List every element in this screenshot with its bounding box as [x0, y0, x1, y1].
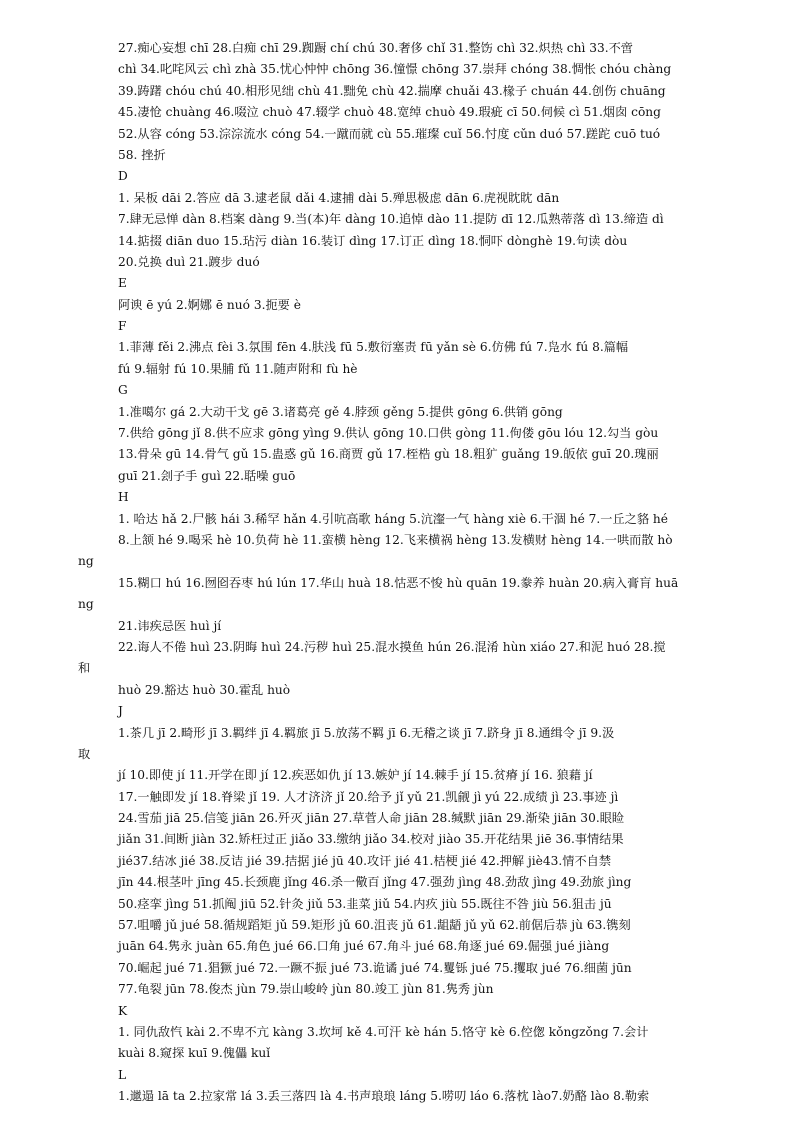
text-line: F — [118, 319, 127, 334]
text-line: 1. 同仇敌忾 kài 2.不卑不亢 kàng 3.坎坷 kě 4.可汗 kè hán 5.恪守 kè 6.倥偬 kǒngzǒng 7.会计 — [118, 1024, 649, 1039]
text-line-continuation: 取 — [78, 746, 91, 761]
text-line: D — [118, 169, 128, 184]
text-line: kuài 8.窥探 kuī 9.傀儡 kuǐ — [118, 1046, 271, 1061]
text-line: 7.供给 gōng jǐ 8.供不应求 gōng yìng 9.供认 gōng 10.口供 gòng 11.佝偻 gōu lóu 12.勾当 gòu — [118, 426, 659, 441]
text-line: J — [118, 704, 123, 719]
text-line: 1. 呆板 dāi 2.答应 dā 3.逮老鼠 dǎi 4.逮捕 dài 5.殚思极虑 dān 6.虎视眈眈 dān — [118, 190, 560, 205]
text-line: 1.邋遢 lā ta 2.拉家常 lá 3.丢三落四 là 4.书声琅琅 láng 5.唠叨 láo 6.落枕 lào7.奶酪 lào 8.勒索 — [118, 1089, 650, 1104]
text-line: 8.上颔 hé 9.喝采 hè 10.负荷 hè 11.蛮横 hèng 12.飞来横祸 hèng 13.发横财 hèng 14.一哄而散 hò — [118, 532, 673, 547]
text-line: 1.茶几 jī 2.畸形 jī 3.羁绊 jī 4.羁旅 jī 5.放荡不羁 jī 6.无稽之谈 jī 7.跻身 jī 8.通缉令 jī 9.汲 — [118, 725, 615, 740]
text-line: K — [118, 1003, 128, 1018]
text-line: L — [118, 1067, 127, 1082]
text-line: 1. 哈达 hǎ 2.尸骸 hái 3.稀罕 hǎn 4.引吭高歌 háng 5.沆瀣一气 hàng xiè 6.干涸 hé 7.一丘之貉 hé — [118, 511, 668, 526]
text-line: jié37.结冰 jié 38.反诘 jié 39.拮据 jié jū 40.攻讦 jié 41.桔梗 jié 42.押解 jiè43.情不自禁 — [118, 853, 612, 868]
text-line: G — [118, 383, 128, 398]
text-line: 70.崛起 jué 71.猖獗 jué 72.一蹶不振 jué 73.诡谲 jué 74.矍铄 jué 75.攫取 jué 76.细菌 jūn — [118, 960, 632, 975]
text-line: 27.痴心妄想 chī 28.白痴 chī 29.踟蹰 chí chú 30.奢侈 chǐ 31.整饬 chì 32.炽热 chì 33.不啻 — [118, 41, 633, 55]
text-line: 45.凄怆 chuàng 46.啜泣 chuò 47.辍学 chuò 48.宽绰 chuò 49.瑕疵 cī 50.伺候 cì 51.烟囱 cōng — [118, 105, 661, 120]
text-line: jí 10.即使 jí 11.开学在即 jí 12.疾恶如仇 jí 13.嫉妒 jí 14.棘手 jí 15.贫瘠 jí 16. 狼藉 jí — [118, 768, 593, 783]
text-line: E — [118, 276, 127, 291]
text-line: 7.肆无忌惮 dàn 8.档案 dàng 9.当(本)年 dàng 10.追悼 dào 11.提防 dī 12.瓜熟蒂落 dì 13.缔造 dì — [118, 212, 664, 227]
text-line: 57.咀嚼 jǔ jué 58.循规蹈矩 jǔ 59.矩形 jǔ 60.沮丧 jǔ 61.龃龉 jǔ yǔ 62.前倨后恭 jù 63.镌刻 — [118, 918, 631, 933]
text-line: 20.兑换 duì 21.踱步 duó — [118, 254, 260, 269]
text-line: 1.准噶尔 gá 2.大动干戈 gē 3.诸葛亮 gě 4.脖颈 gěng 5.提供 gōng 6.供销 gōng — [118, 404, 563, 419]
text-line: juān 64.隽永 juàn 65.角色 jué 66.口角 jué 67.角斗 jué 68.角逐 jué 69.倔强 jué jiàng — [118, 939, 610, 954]
text-line: chì 34.叱咤风云 chì zhà 35.忧心忡忡 chōng 36.憧憬 chōng 37.崇拜 chóng 38.惆怅 chóu chàng — [118, 62, 672, 77]
text-line: huò 29.豁达 huò 30.霍乱 huò — [118, 682, 291, 697]
text-line: 58. 挫折 — [118, 147, 166, 162]
text-line: guī 21.刽子手 guì 22.聒噪 guō — [118, 468, 296, 483]
text-line: H — [118, 490, 129, 505]
text-line-continuation: ng — [78, 554, 94, 569]
text-line: 39.踌躇 chóu chú 40.相形见绌 chù 41.黜免 chù 42.揣摩 chuǎi 43.椽子 chuán 44.创伤 chuāng — [118, 83, 666, 98]
text-line: 17.一触即发 jí 18.脊梁 jǐ 19. 人才济济 jǐ 20.给予 jǐ yǔ 21.凯觎 jì yú 22.成绩 jì 23.事迹 jì — [118, 789, 619, 804]
text-line: 52.从容 cóng 53.淙淙流水 cóng 54.一蹴而就 cù 55.璀璨 cuǐ 56.忖度 cǔn duó 57.蹉跎 cuō tuó — [118, 126, 661, 141]
text-line: 14.掂掇 diān duo 15.玷污 diàn 16.装订 dìng 17.订正 dìng 18.恫吓 dònghè 19.句读 dòu — [118, 233, 628, 248]
text-line: 13.骨朵 gū 14.骨气 gǔ 15.蛊惑 gǔ 16.商贾 gǔ 17.桎梏 gù 18.粗犷 guǎng 19.皈依 guī 20.瑰丽 — [118, 447, 659, 462]
pronunciation-list — [0, 38, 794, 1108]
text-line: 77.龟裂 jūn 78.俊杰 jùn 79.崇山峻岭 jùn 80.竣工 jùn 81.隽秀 jùn — [118, 982, 494, 997]
text-line: 24.雪茄 jiā 25.信笺 jiān 26.歼灭 jiān 27.草菅人命 jiān 28.缄默 jiān 29.渐染 jiān 30.眼睑 — [118, 811, 625, 826]
text-line: 15.糊口 hú 16.囫囵吞枣 hú lún 17.华山 huà 18.怙恶不悛 hù quān 19.豢养 huàn 20.病入膏肓 huā — [118, 575, 679, 590]
text-line-continuation: 和 — [78, 661, 91, 676]
text-line-continuation: ng — [78, 597, 94, 612]
text-line: fú 9.辐射 fú 10.果脯 fǔ 11.随声附和 fù hè — [118, 361, 358, 376]
text-line: 1.菲薄 fěi 2.沸点 fèi 3.氛围 fēn 4.肤浅 fū 5.敷衍塞责 fū yǎn sè 6.仿佛 fú 7.凫水 fú 8.篇幅 — [118, 340, 629, 355]
text-line: jiǎn 31.间断 jiàn 32.矫枉过正 jiǎo 33.缴纳 jiǎo 34.校对 jiào 35.开花结果 jiē 36.事情结果 — [118, 832, 624, 847]
text-line: jīn 44.根茎叶 jīng 45.长颈鹿 jǐng 46.杀一儆百 jǐng 47.强劲 jìng 48.劲敌 jìng 49.劲旅 jìng — [118, 875, 632, 890]
text-line: 50.痉挛 jìng 51.抓阄 jiū 52.针灸 jiǔ 53.韭菜 jiǔ 54.内疚 jiù 55.既往不咎 jiù 56.狙击 jū — [118, 896, 612, 911]
text-line: 22.诲人不倦 huì 23.阴晦 huì 24.污秽 huì 25.混水摸鱼 hún 26.混淆 hùn xiáo 27.和泥 huó 28.搅 — [118, 639, 666, 654]
text-line: 阿谀 ē yú 2.婀娜 ē nuó 3.扼要 è — [118, 297, 301, 312]
text-line: 21.讳疾忌医 huì jí — [118, 618, 222, 633]
